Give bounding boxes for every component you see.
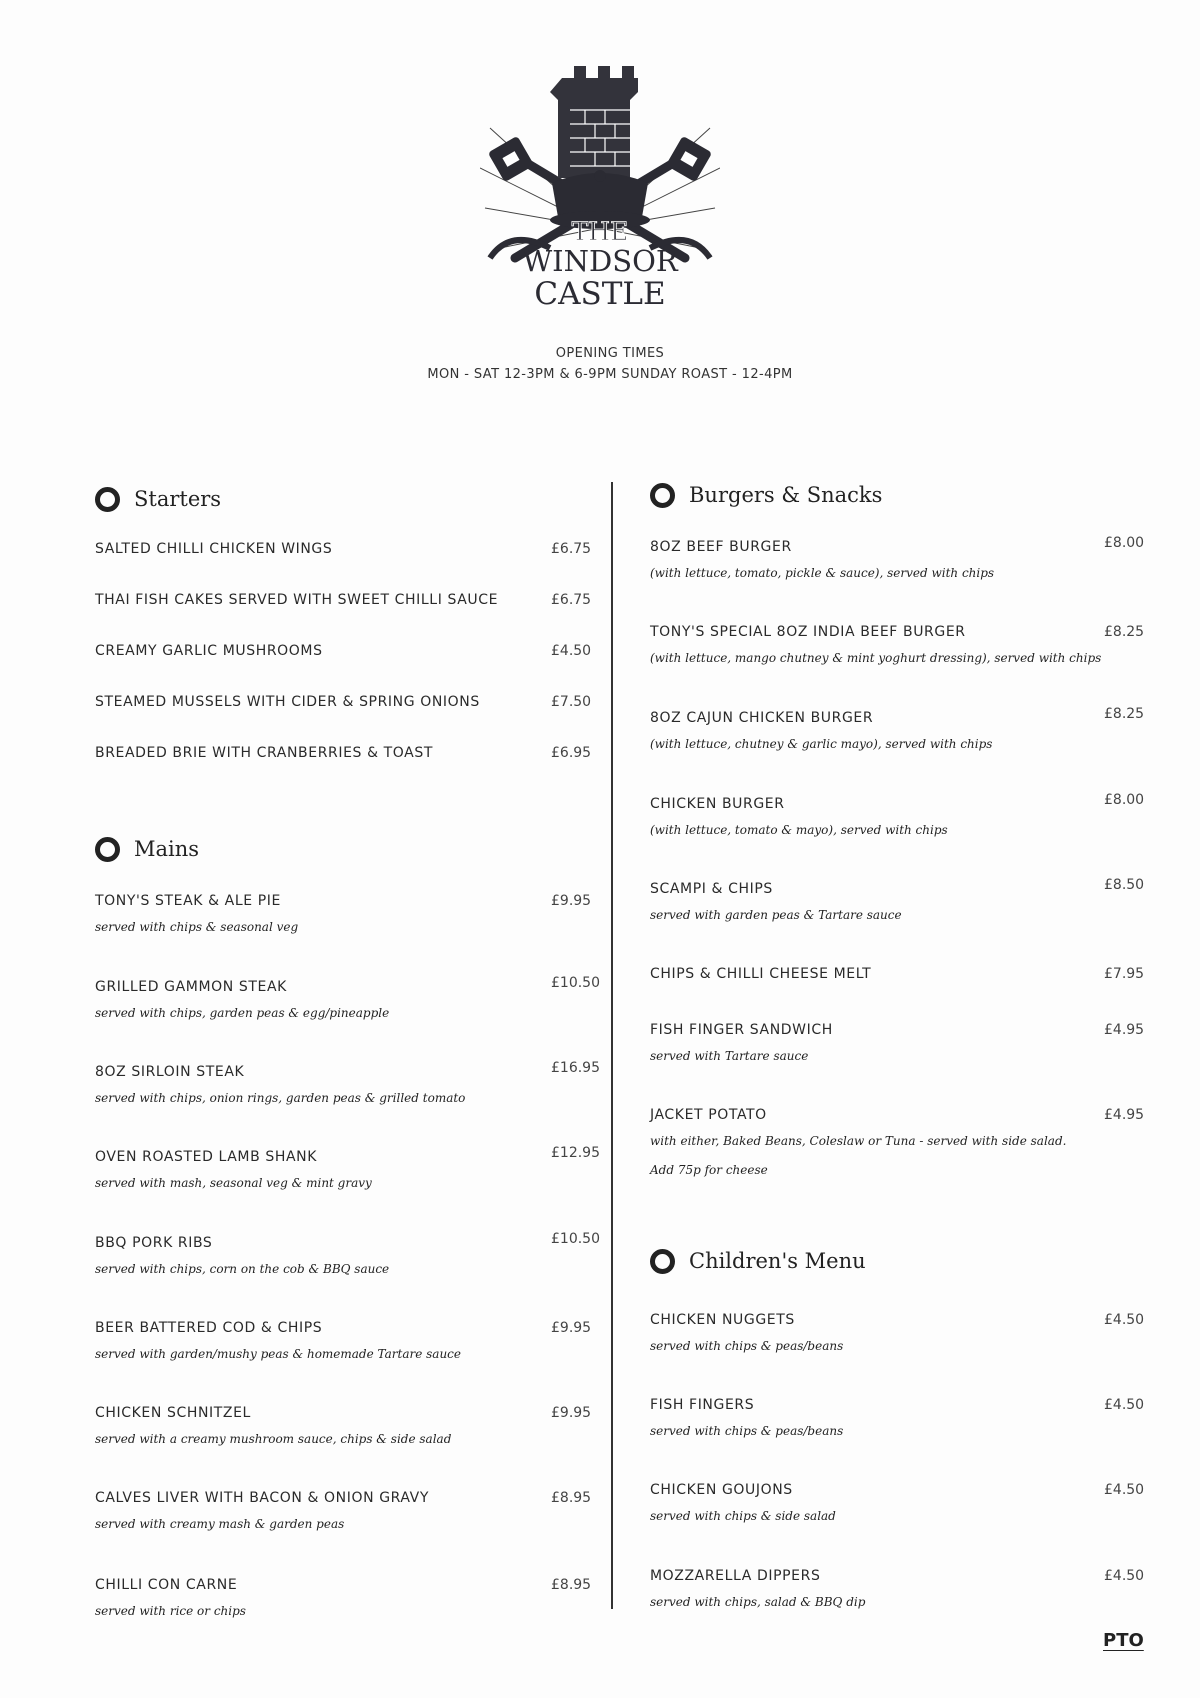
item-price: £8.95 <box>551 1490 592 1506</box>
item-description: served with chips, corn on the cob & BBQ sauce <box>95 1262 390 1276</box>
item-name: CHICKEN NUGGETS <box>650 1312 795 1328</box>
circle-bullet-icon <box>650 1249 675 1274</box>
section-title-text: Children's Menu <box>689 1249 866 1273</box>
logo-text-windsor: WINDSOR <box>522 244 678 278</box>
item-name: TONY'S STEAK & ALE PIE <box>95 893 281 909</box>
item-description: (with lettuce, tomato & mayo), served with chips <box>650 823 948 837</box>
item-name: 8OZ SIRLOIN STEAK <box>95 1064 245 1080</box>
section-heading-mains <box>95 832 199 866</box>
item-price: £4.95 <box>1104 1107 1145 1123</box>
item-name: CHIPS & CHILLI CHEESE MELT <box>650 966 872 982</box>
item-price: £4.50 <box>551 643 592 659</box>
item-description: with either, Baked Beans, Coleslaw or Tuna - served with side salad. <box>650 1134 1067 1148</box>
item-price: £4.50 <box>1104 1482 1145 1498</box>
section-title-text: Burgers & Snacks <box>689 483 883 507</box>
item-description: served with chips, salad & BBQ dip <box>650 1595 866 1609</box>
windsor-castle-logo <box>480 58 720 320</box>
item-price: £8.50 <box>1104 877 1145 893</box>
item-price: £9.95 <box>551 1320 592 1336</box>
item-name: JACKET POTATO <box>650 1107 767 1123</box>
section-title-text: Mains <box>134 837 200 861</box>
item-name: 8OZ BEEF BURGER <box>650 539 792 555</box>
item-description-extra: Add 75p for cheese <box>650 1163 768 1177</box>
item-name: TONY'S SPECIAL 8OZ INDIA BEEF BURGER <box>650 624 966 640</box>
item-description: served with garden/mushy peas & homemade Tartare sauce <box>95 1347 461 1361</box>
item-price: £8.25 <box>1104 624 1145 640</box>
item-name: STEAMED MUSSELS WITH CIDER & SPRING ONIONS <box>95 694 480 710</box>
item-name: FISH FINGERS <box>650 1397 755 1413</box>
item-name: CREAMY GARLIC MUSHROOMS <box>95 643 323 659</box>
item-name: GRILLED GAMMON STEAK <box>95 979 287 995</box>
logo-text-the: THE <box>571 217 629 246</box>
item-description: (with lettuce, mango chutney & mint yoghurt dressing), served with chips <box>650 651 1102 665</box>
item-price: £9.95 <box>551 893 592 909</box>
item-price: £4.95 <box>1104 1022 1145 1038</box>
item-price: £7.95 <box>1104 966 1145 982</box>
item-name: BEER BATTERED COD & CHIPS <box>95 1320 323 1336</box>
opening-times-title: OPENING TIMES <box>555 346 665 361</box>
item-description: served with chips & seasonal veg <box>95 920 299 934</box>
circle-bullet-icon <box>650 483 675 508</box>
circle-bullet-icon <box>95 487 120 512</box>
item-description: served with chips & peas/beans <box>650 1339 844 1353</box>
item-price: £9.95 <box>551 1405 592 1421</box>
item-name: BBQ PORK RIBS <box>95 1235 213 1251</box>
castle-crest-icon <box>480 58 720 320</box>
item-description: (with lettuce, tomato, pickle & sauce), served with chips <box>650 566 995 580</box>
item-price: £7.50 <box>551 694 592 710</box>
item-description: served with mash, seasonal veg & mint gravy <box>95 1176 372 1190</box>
item-description: (with lettuce, chutney & garlic mayo), served with chips <box>650 737 993 751</box>
section-heading-starters <box>95 482 221 516</box>
item-name: FISH FINGER SANDWICH <box>650 1022 833 1038</box>
section-title-text: Starters <box>134 487 222 511</box>
item-name: MOZZARELLA DIPPERS <box>650 1568 821 1584</box>
item-name: CALVES LIVER WITH BACON & ONION GRAVY <box>95 1490 430 1506</box>
item-name: SCAMPI & CHIPS <box>650 881 773 897</box>
item-description: served with chips, onion rings, garden peas & grilled tomato <box>95 1091 466 1105</box>
item-name: CHICKEN BURGER <box>650 796 785 812</box>
pto-link[interactable]: PTO <box>1103 1630 1144 1651</box>
item-description: served with creamy mash & garden peas <box>95 1517 345 1531</box>
item-description: served with chips & side salad <box>650 1509 836 1523</box>
item-price: £6.95 <box>551 745 592 761</box>
circle-bullet-icon <box>95 837 120 862</box>
opening-times-hours: MON - SAT 12-3PM & 6-9PM SUNDAY ROAST - 12-4PM <box>427 367 793 382</box>
item-name: OVEN ROASTED LAMB SHANK <box>95 1149 317 1165</box>
section-heading-childrens-menu <box>650 1244 866 1278</box>
item-price: £8.25 <box>1104 706 1145 722</box>
section-heading-burgers-snacks <box>650 478 882 512</box>
item-price: £4.50 <box>1104 1312 1145 1328</box>
item-description: served with garden peas & Tartare sauce <box>650 908 902 922</box>
item-price: £6.75 <box>551 592 592 608</box>
item-description: served with chips & peas/beans <box>650 1424 844 1438</box>
item-price: £8.95 <box>551 1577 592 1593</box>
item-name: SALTED CHILLI CHICKEN WINGS <box>95 541 333 557</box>
item-price: £8.00 <box>1104 792 1145 808</box>
item-price: £6.75 <box>551 541 592 557</box>
item-price: £8.00 <box>1104 535 1145 551</box>
item-description: served with a creamy mushroom sauce, chips & side salad <box>95 1432 452 1446</box>
item-name: 8OZ CAJUN CHICKEN BURGER <box>650 710 874 726</box>
item-price: £12.95 <box>551 1145 600 1161</box>
item-price: £10.50 <box>551 975 600 991</box>
item-price: £10.50 <box>551 1231 600 1247</box>
item-name: BREADED BRIE WITH CRANBERRIES & TOAST <box>95 745 433 761</box>
logo-text-castle: CASTLE <box>534 276 666 312</box>
item-name: CHICKEN SCHNITZEL <box>95 1405 251 1421</box>
item-description: served with rice or chips <box>95 1604 246 1618</box>
item-name: THAI FISH CAKES SERVED WITH SWEET CHILLI SAUCE <box>95 592 499 608</box>
item-name: CHILLI CON CARNE <box>95 1577 238 1593</box>
item-name: CHICKEN GOUJONS <box>650 1482 793 1498</box>
column-divider <box>611 482 613 1609</box>
item-description: served with chips, garden peas & egg/pineapple <box>95 1006 390 1020</box>
item-price: £16.95 <box>551 1060 600 1076</box>
item-description: served with Tartare sauce <box>650 1049 809 1063</box>
item-price: £4.50 <box>1104 1397 1145 1413</box>
item-price: £4.50 <box>1104 1568 1145 1584</box>
